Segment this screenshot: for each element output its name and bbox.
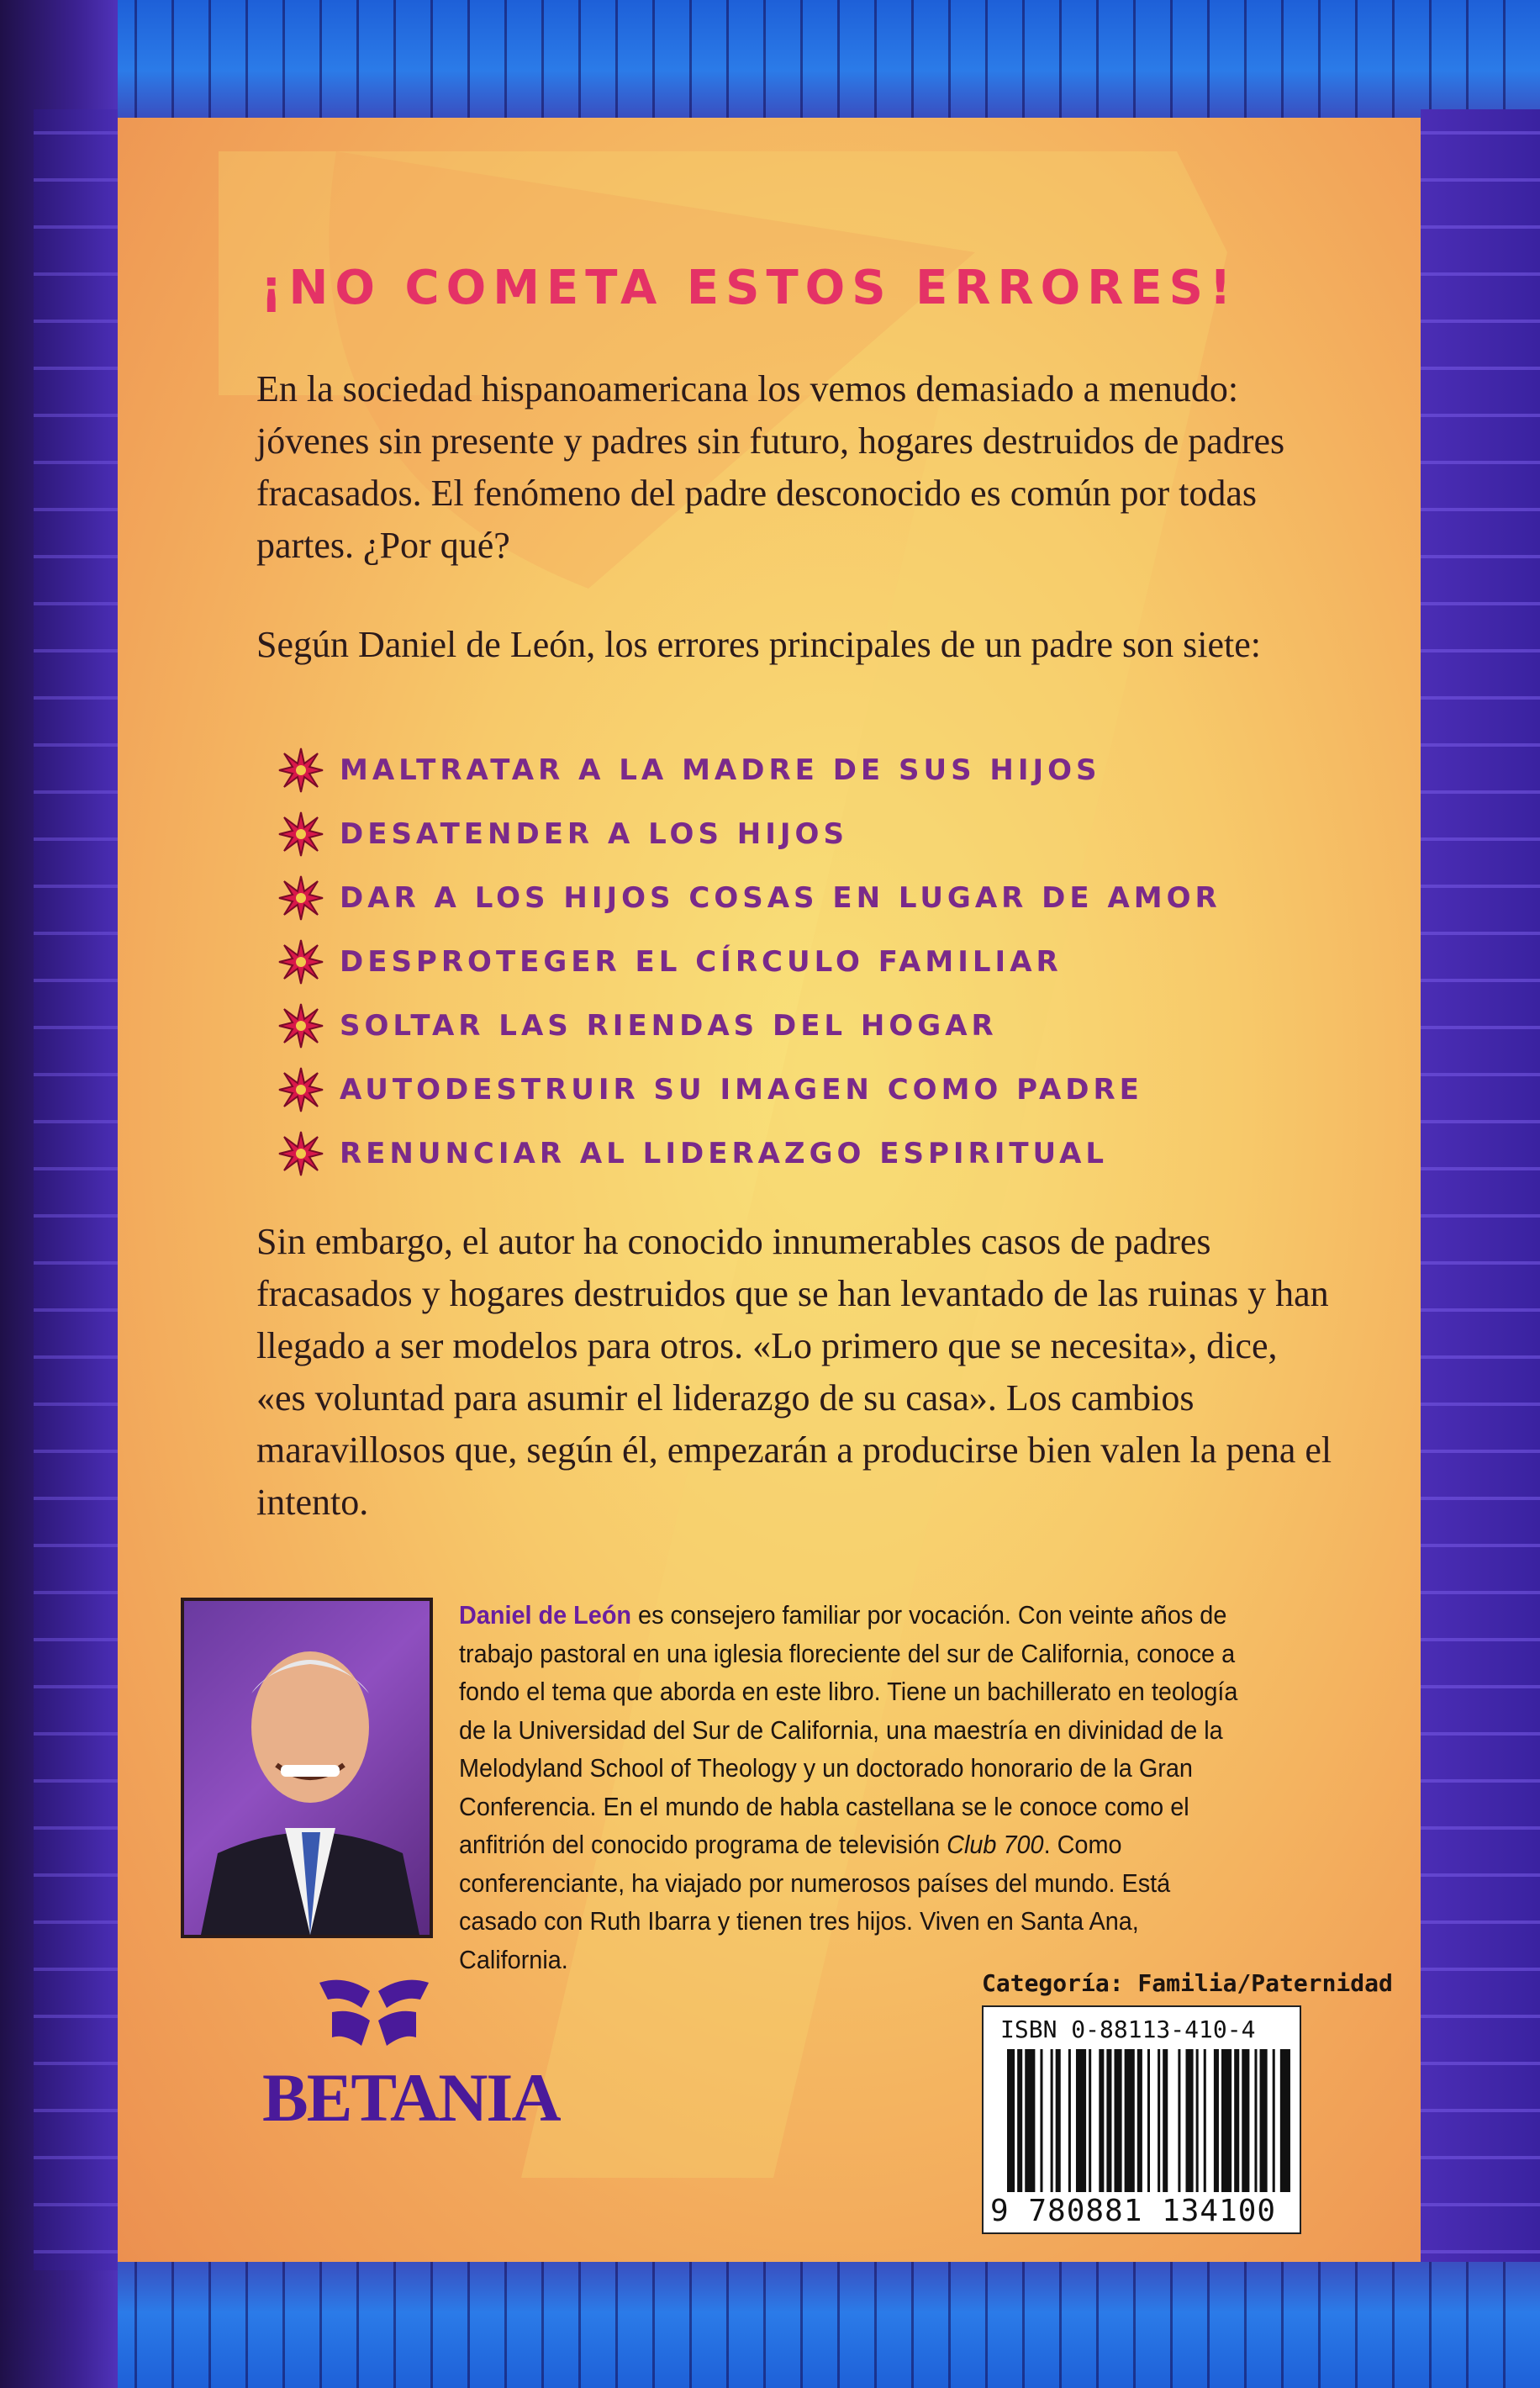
error-item-label: DESATENDER A LOS HIJOS (340, 817, 848, 851)
starburst-bullet-icon (277, 811, 324, 858)
closing-paragraph: Sin embargo, el autor ha conocido innumerables casos de padres fracasados y hogares destruidos que se han levantado de las ruinas y han llegado a ser modelos para otros. «Lo primero que se necesita», dice, «es voluntad para asumir el liderazgo de su casa». Los cambios maravillosos que, según él, empezarán a producirse bien valen la pena el intento. (256, 1221, 1332, 1523)
list-item (277, 738, 1370, 802)
right-pattern-band (1421, 109, 1540, 2270)
bottom-pattern-band (118, 2262, 1540, 2388)
author-bio-text: es consejero familiar por vocación. Con veinte años de trabajo pastoral en una iglesia floreciente del sur de California, conoce a fondo el tema que aborda en este libro. Tiene un bachillerato en teología de la Universidad del Sur de California, una maestría en divinidad de la Melodyland School of Theology y un doctorado honorario de la Gran Conferencia. En el mundo de habla castellana se le conoce como el anfitrión del conocido programa de televisión (459, 1600, 1238, 1859)
author-bio-text-end: . Como conferenciante, ha viajado por numerosos países del mundo. Está casado con Ruth Ibarra y tienen tres hijos. Viven en Santa Ana, California. (459, 1830, 1171, 1974)
starburst-bullet-icon (277, 1066, 324, 1113)
list-item (277, 866, 1370, 930)
errors-list (277, 738, 1370, 1186)
list-item (277, 1058, 1370, 1122)
top-pattern-band (118, 0, 1540, 118)
error-item-label: AUTODESTRUIR SU IMAGEN COMO PADRE (340, 1073, 1143, 1107)
headline: ¡NO COMETA ESTOS ERRORES! (261, 261, 1238, 315)
publisher-name: BETANIA (262, 2059, 560, 2136)
author-bio (459, 1596, 1241, 1979)
error-item-label: SOLTAR LAS RIENDAS DEL HOGAR (340, 1009, 998, 1043)
errors-intro-paragraph: Según Daniel de León, los errores principales de un padre son siete: (256, 624, 1261, 665)
tv-show-name: Club 700 (947, 1830, 1044, 1859)
error-item-label: RENUNCIAR AL LIDERAZGO ESPIRITUAL (340, 1137, 1109, 1170)
barcode-icon (1007, 2049, 1293, 2192)
category-label: Categoría: Familia/Paternidad (982, 1969, 1393, 1997)
list-item (277, 994, 1370, 1058)
list-item (277, 802, 1370, 866)
starburst-bullet-icon (277, 1130, 324, 1177)
barcode-number: 9 780881 134100 (990, 2194, 1277, 2228)
starburst-bullet-icon (277, 874, 324, 922)
starburst-bullet-icon (277, 747, 324, 794)
intro-paragraph: En la sociedad hispanoamericana los vemos demasiado a menudo: jóvenes sin presente y padres sin futuro, hogares destruidos de padres fracasados. El fenómeno del padre desconocido es común por todas partes. ¿Por qué? (256, 368, 1285, 566)
author-photo (181, 1598, 433, 1938)
error-item-label: DAR A LOS HIJOS COSAS EN LUGAR DE AMOR (340, 881, 1221, 915)
error-item-label: MALTRATAR A LA MADRE DE SUS HIJOS (340, 753, 1101, 787)
author-name: Daniel de León (459, 1600, 632, 1630)
publisher-logo-icon (311, 1974, 437, 2054)
isbn-label: ISBN 0-88113-410-4 (1000, 2016, 1256, 2043)
list-item (277, 1122, 1370, 1186)
barcode-box (982, 2005, 1301, 2234)
starburst-bullet-icon (277, 1002, 324, 1049)
list-item (277, 930, 1370, 994)
left-pattern-band (34, 109, 118, 2270)
error-item-label: DESPROTEGER EL CÍRCULO FAMILIAR (340, 945, 1063, 979)
starburst-bullet-icon (277, 938, 324, 985)
